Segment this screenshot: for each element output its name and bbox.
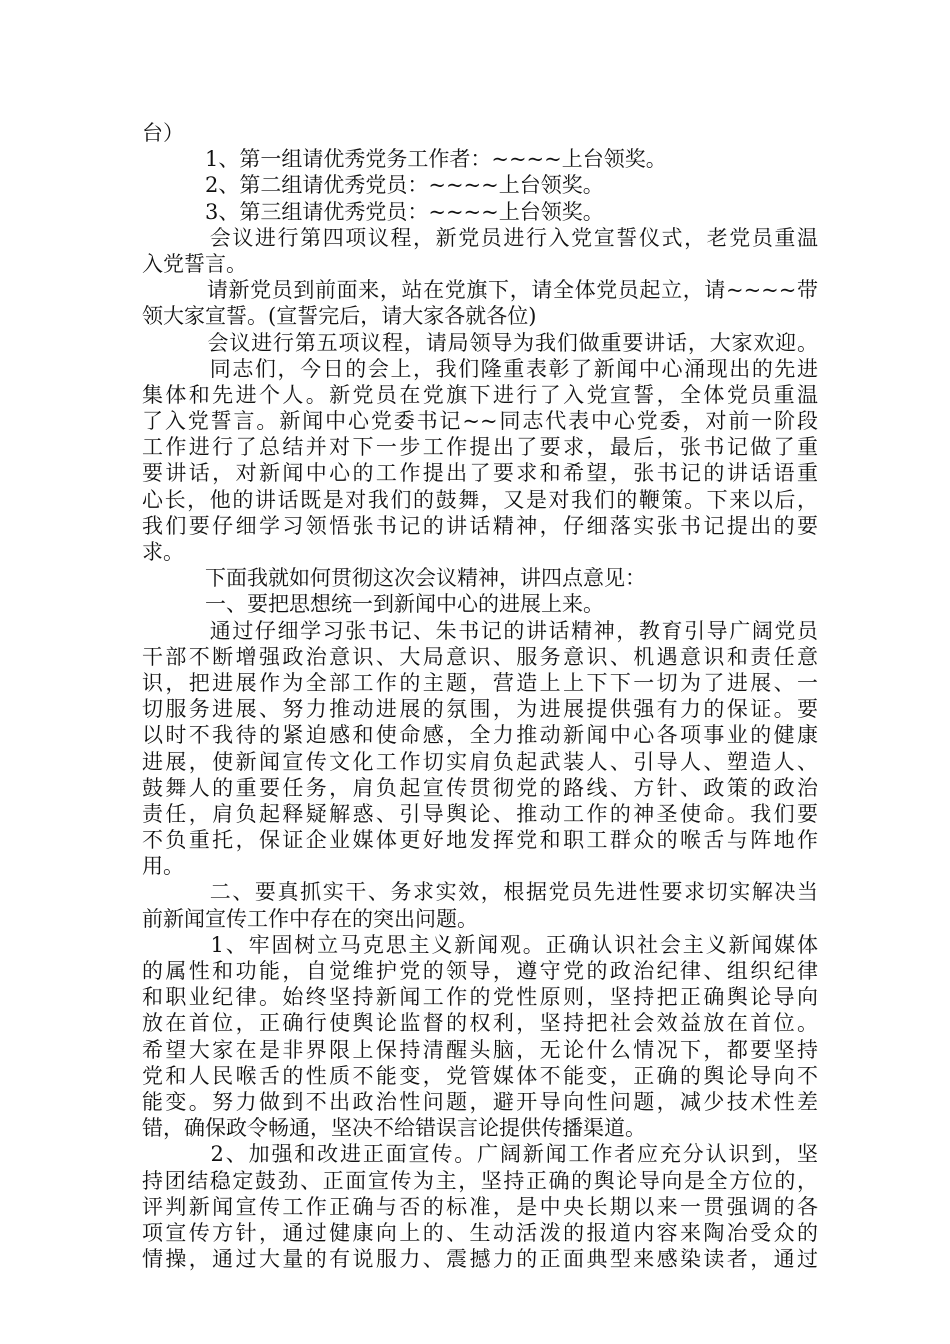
- text-line: 识，把进展作为全部工作的主题，营造上上下下一切为了进展、一: [142, 670, 818, 695]
- text-line: 持团结稳定鼓劲、正面宣传为主，坚持正确的舆论导向是全方位的，: [142, 1168, 818, 1193]
- text-line: 请新党员到前面来，站在党旗下，请全体党员起立，请~~~~带: [142, 278, 818, 303]
- text-line: 进展，使新闻宣传文化工作切实肩负起武装人、引导人、塑造人、: [142, 749, 818, 774]
- text-line: 下面我就如何贯彻这次会议精神，讲四点意见：: [142, 566, 646, 591]
- text-line: 台）: [142, 121, 184, 145]
- text-line: 领大家宣誓。(宣誓完后，请大家各就各位): [142, 304, 537, 329]
- text-line: 用。: [142, 854, 184, 879]
- text-line: 切服务进展、努力推动进展的氛围，为进展提供强有力的保证。要: [142, 697, 818, 722]
- text-line: 了入党誓言。新闻中心党委书记~~同志代表中心党委，对前一阶段: [142, 409, 818, 434]
- text-line: 和职业纪律。始终坚持新闻工作的党性原则，坚持把正确舆论导向: [142, 985, 818, 1010]
- text-line: 工作进行了总结并对下一步工作提出了要求，最后，张书记做了重: [142, 435, 818, 460]
- text-line: 会议进行第四项议程，新党员进行入党宣誓仪式，老党员重温: [142, 225, 818, 250]
- text-line: 入党誓言。: [142, 251, 247, 276]
- text-line: 项宣传方针，通过健康向上的、生动活泼的报道内容来陶冶受众的: [142, 1220, 818, 1245]
- text-line: 情操，通过大量的有说服力、震撼力的正面典型来感染读者，通过: [142, 1247, 818, 1272]
- text-line: 2、加强和改进正面宣传。广阔新闻工作者应充分认识到，坚: [142, 1142, 818, 1167]
- text-line: 能变。努力做到不出政治性问题，避开导向性问题，减少技术性差: [142, 1089, 818, 1114]
- text-line: 党和人民喉舌的性质不能变，党管媒体不能变，正确的舆论导向不: [142, 1063, 818, 1088]
- text-line: 不负重托，保证企业媒体更好地发挥党和职工群众的喉舌与阵地作: [142, 828, 818, 853]
- text-line: 我们要仔细学习领悟张书记的讲话精神，仔细落实张书记提出的要: [142, 513, 818, 538]
- text-line: 同志们，今日的会上，我们隆重表彰了新闻中心涌现出的先进: [142, 356, 818, 381]
- text-line: 前新闻宣传工作中存在的突出问题。: [142, 906, 478, 931]
- text-line: 以时不我待的紧迫感和使命感，全力推动新闻中心各项事业的健康: [142, 723, 818, 748]
- text-line: 2、第二组请优秀党员：~~~~上台领奖。: [142, 173, 604, 198]
- text-line: 放在首位，正确行使舆论监督的权利，坚持把社会效益放在首位。: [142, 1011, 818, 1036]
- text-line: 一、要把思想统一到新闻中心的进展上来。: [142, 592, 604, 617]
- text-line: 二、要真抓实干、务求实效，根据党员先进性要求切实解决当: [142, 880, 818, 905]
- text-line: 要讲话，对新闻中心的工作提出了要求和希望，张书记的讲话语重: [142, 461, 818, 486]
- text-line: 的属性和功能，自觉维护党的领导，遵守党的政治纪律、组织纪律: [142, 959, 818, 983]
- text-line: 干部不断增强政治意识、大局意识、服务意识、机遇意识和责任意: [142, 644, 818, 669]
- text-line: 希望大家在是非界限上保持清醒头脑，无论什么情况下，都要坚持: [142, 1037, 818, 1062]
- text-line: 求。: [142, 540, 184, 564]
- text-line: 鼓舞人的重要任务，肩负起宣传贯彻党的路线、方针、政策的政治: [142, 775, 818, 800]
- text-line: 错，确保政令畅通，坚决不给错误言论提供传播渠道。: [142, 1116, 646, 1141]
- text-line: 1、牢固树立马克思主义新闻观。正确认识社会主义新闻媒体: [142, 932, 818, 957]
- text-line: 会议进行第五项议程，请局领导为我们做重要讲话，大家欢迎。: [142, 330, 818, 355]
- text-line: 1、第一组请优秀党务工作者：~~~~上台领奖。: [142, 147, 667, 172]
- text-line: 集体和先进个人。新党员在党旗下进行了入党宣誓，全体党员重温: [142, 382, 818, 407]
- text-line: 心长，他的讲话既是对我们的鼓舞，又是对我们的鞭策。下来以后，: [142, 487, 818, 512]
- document-page: [142, 120, 818, 1272]
- text-line: 评判新闻宣传工作正确与否的标准，是中央长期以来一贯强调的各: [142, 1194, 818, 1219]
- text-line: 通过仔细学习张书记、朱书记的讲话精神，教育引导广阔党员: [142, 618, 818, 643]
- text-line: 3、第三组请优秀党员：~~~~上台领奖。: [142, 199, 604, 224]
- text-line: 责任，肩负起释疑解惑、引导舆论、推动工作的神圣使命。我们要: [142, 801, 818, 826]
